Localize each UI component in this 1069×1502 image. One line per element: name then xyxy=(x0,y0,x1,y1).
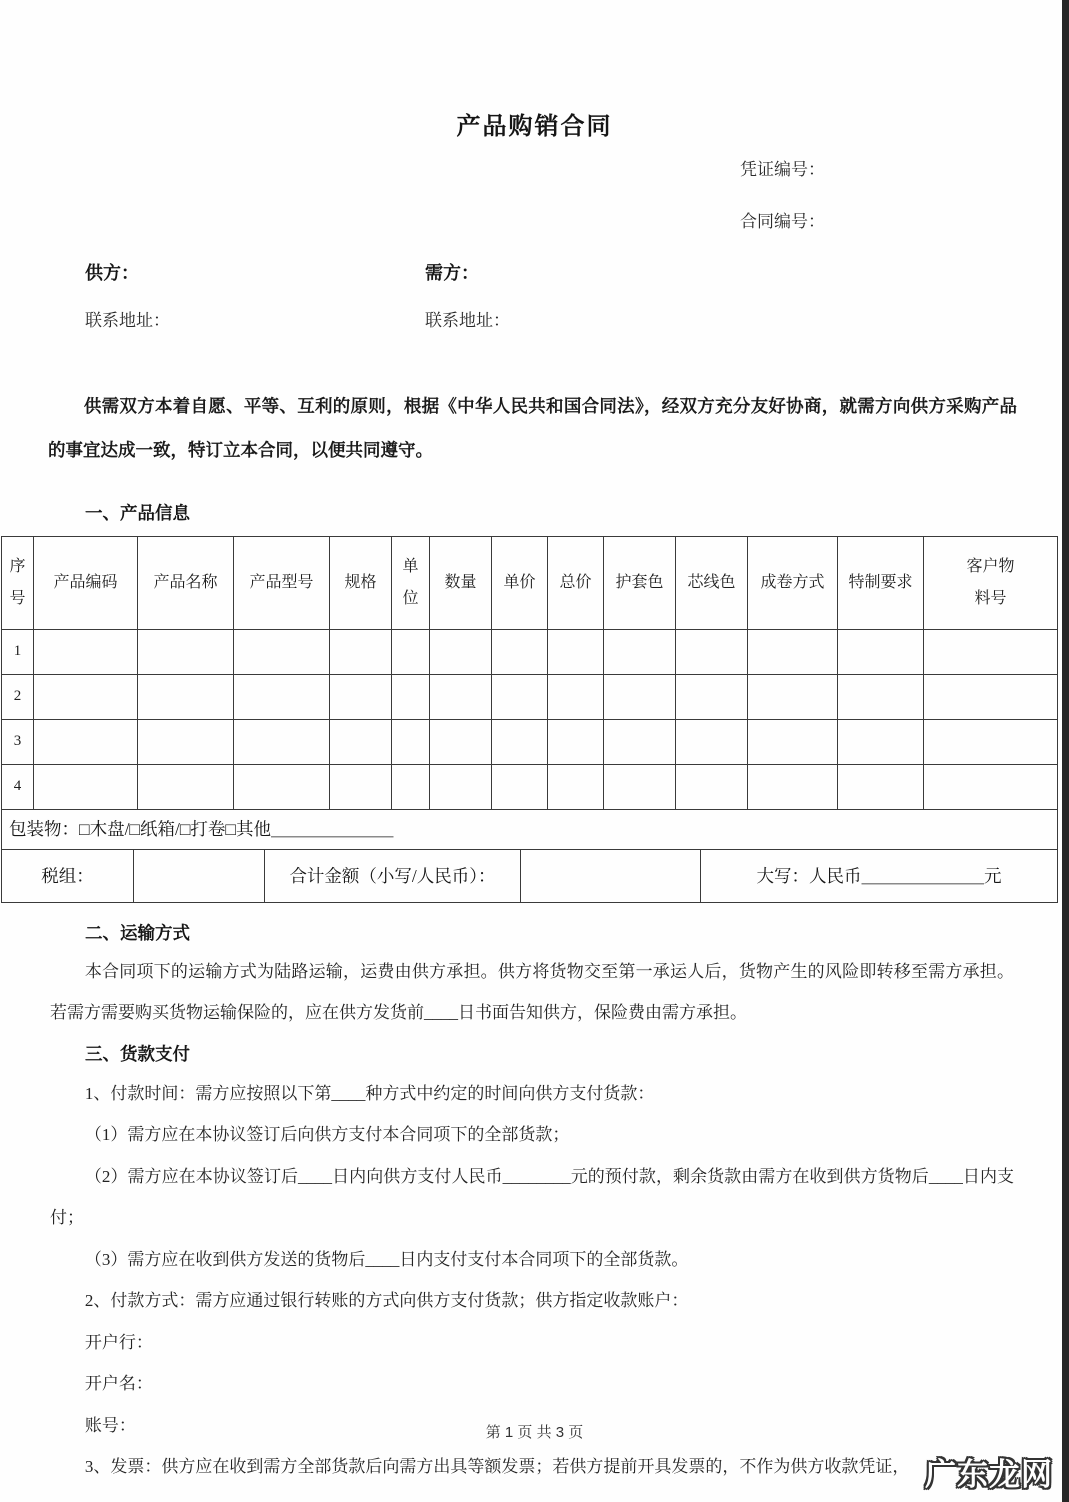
empty-cell xyxy=(430,719,492,764)
section-heading-transport: 二、运输方式 xyxy=(85,922,190,943)
col-header-spec: 规格 xyxy=(330,536,392,629)
preamble-paragraph: 供需双方本着自愿、平等、互利的原则，根据《中华人民共和国合同法》，经双方充分友好协商，就需方向供方采购产品的事宜达成一致，特订立本合同，以便共同遵守。 xyxy=(48,396,1017,460)
packaging-row: 包装物：□木盘/□纸箱/□打卷□其他＿＿＿＿＿＿＿ xyxy=(1,809,1058,850)
account-name-label: 开户名： xyxy=(84,1374,153,1393)
empty-cell xyxy=(492,629,548,674)
empty-cell xyxy=(924,629,1058,674)
empty-cell xyxy=(392,764,430,809)
empty-cell xyxy=(604,764,676,809)
empty-cell xyxy=(548,674,604,719)
empty-cell xyxy=(34,719,138,764)
section-heading-product-info: 一、产品信息 xyxy=(85,502,190,523)
payment-time-item: 1、付款时间：需方应按照以下第____种方式中约定的时间向供方支付货款： xyxy=(84,1083,655,1103)
empty-cell xyxy=(34,674,138,719)
supplier-label: 供方： xyxy=(85,263,139,283)
empty-cell xyxy=(138,719,234,764)
empty-cell xyxy=(234,629,330,674)
empty-cell xyxy=(34,629,138,674)
empty-cell xyxy=(430,674,492,719)
col-header-total-price: 总价 xyxy=(548,536,604,629)
empty-cell xyxy=(748,674,838,719)
row-number: 1 xyxy=(2,629,34,674)
amount-lowercase-value-cell xyxy=(521,849,701,902)
buyer-address-label: 联系地址： xyxy=(425,311,510,330)
table-row xyxy=(2,764,1058,809)
empty-cell xyxy=(138,674,234,719)
empty-cell xyxy=(604,629,676,674)
empty-cell xyxy=(234,764,330,809)
row-number: 4 xyxy=(2,764,34,809)
row-number: 3 xyxy=(2,719,34,764)
col-header-unit-price: 单价 xyxy=(492,536,548,629)
table-row xyxy=(2,629,1058,674)
bank-label: 开户行： xyxy=(84,1332,153,1352)
empty-cell xyxy=(924,719,1058,764)
col-header-product-code: 产品编码 xyxy=(34,536,138,629)
empty-cell xyxy=(924,764,1058,809)
voucher-number-label: 凭证编号： xyxy=(740,160,825,179)
table-row xyxy=(2,719,1058,764)
empty-cell xyxy=(748,629,838,674)
empty-cell xyxy=(748,764,838,809)
empty-cell xyxy=(676,764,748,809)
empty-cell xyxy=(838,674,924,719)
empty-cell xyxy=(676,674,748,719)
empty-cell xyxy=(430,764,492,809)
table-row xyxy=(2,674,1058,719)
scan-edge-strip xyxy=(1062,0,1069,1502)
empty-cell xyxy=(392,674,430,719)
parties-row xyxy=(85,259,1069,285)
col-header-customer-material-no: 客户物料号 xyxy=(924,536,1058,629)
payment-option-1: （1）需方应在本协议签订后向供方支付本合同项下的全部货款； xyxy=(84,1125,570,1144)
empty-cell xyxy=(604,719,676,764)
addresses-row xyxy=(85,306,1069,331)
tax-group-label: 税组： xyxy=(2,849,134,902)
section-heading-payment: 三、货款支付 xyxy=(85,1043,190,1064)
invoice-item: 3、发票：供方应在收到需方全部货款后向需方出具等额发票；若供方提前开具发票的，不作为供方收款凭证， xyxy=(84,1457,910,1476)
empty-cell xyxy=(492,764,548,809)
col-header-sheath-color: 护套色 xyxy=(604,536,676,629)
empty-cell xyxy=(838,764,924,809)
empty-cell xyxy=(548,764,604,809)
empty-cell xyxy=(924,674,1058,719)
empty-cell xyxy=(234,719,330,764)
product-table-wrap xyxy=(1,536,1069,903)
empty-cell xyxy=(548,719,604,764)
empty-cell xyxy=(330,674,392,719)
product-table xyxy=(1,536,1058,810)
col-header-product-model: 产品型号 xyxy=(234,536,330,629)
transport-paragraph: 本合同项下的运输方式为陆路运输，运费由供方承担。供方将货物交至第一承运人后，货物产生的风险即转移至需方承担。若需方需要购买货物运输保险的，应在供方发货前____日书面告知供方，保险费由需方承担。 xyxy=(50,961,1014,1022)
col-header-quantity: 数量 xyxy=(430,536,492,629)
transport-paragraph-wrap xyxy=(50,951,1014,1033)
empty-cell xyxy=(748,719,838,764)
buyer-label: 需方： xyxy=(425,263,479,283)
watermark: 广东龙网 xyxy=(925,1457,1053,1493)
empty-cell xyxy=(430,629,492,674)
col-header-seq: 序号 xyxy=(2,536,34,629)
empty-cell xyxy=(234,674,330,719)
col-header-product-name: 产品名称 xyxy=(138,536,234,629)
row-number: 2 xyxy=(2,674,34,719)
empty-cell xyxy=(34,764,138,809)
empty-cell xyxy=(330,629,392,674)
col-header-unit: 单位 xyxy=(392,536,430,629)
empty-cell xyxy=(604,674,676,719)
amount-uppercase-label: 大写：人民币＿＿＿＿＿＿＿元 xyxy=(701,849,1058,902)
tax-group-value-cell xyxy=(134,849,265,902)
empty-cell xyxy=(838,629,924,674)
amount-lowercase-label: 合计金额（小写/人民币）： xyxy=(265,849,521,902)
empty-cell xyxy=(492,719,548,764)
doc-numbers xyxy=(740,155,1069,232)
payment-method-item: 2、付款方式：需方应通过银行转账的方式向供方支付货款；供方指定收款账户： xyxy=(84,1291,689,1310)
totals-row-table xyxy=(1,849,1058,903)
empty-cell xyxy=(676,629,748,674)
col-header-coil-method: 成卷方式 xyxy=(748,536,838,629)
empty-cell xyxy=(392,629,430,674)
supplier-address-label: 联系地址： xyxy=(85,311,170,330)
empty-cell xyxy=(548,629,604,674)
account-number-label: 账号： xyxy=(84,1415,136,1435)
empty-cell xyxy=(138,764,234,809)
page-number-indicator: 第 1 页 共 3 页 xyxy=(485,1424,584,1441)
empty-cell xyxy=(330,764,392,809)
page-title: 产品购销合同 xyxy=(456,114,613,140)
col-header-special-request: 特制要求 xyxy=(838,536,924,629)
totals-row xyxy=(2,849,1058,902)
empty-cell xyxy=(676,719,748,764)
payment-option-2: （2）需方应在本协议签订后____日内向供方支付人民币________元的预付款，剩余货款由需方在收到供方货物后____日内支付； xyxy=(50,1166,1014,1227)
contract-number-label: 合同编号： xyxy=(740,212,825,231)
empty-cell xyxy=(330,719,392,764)
empty-cell xyxy=(838,719,924,764)
table-header-row xyxy=(2,536,1058,629)
payment-option-3: （3）需方应在收到供方发送的货物后____日内支付支付本合同项下的全部货款。 xyxy=(84,1249,689,1269)
empty-cell xyxy=(492,674,548,719)
empty-cell xyxy=(138,629,234,674)
empty-cell xyxy=(392,719,430,764)
col-header-core-color: 芯线色 xyxy=(676,536,748,629)
